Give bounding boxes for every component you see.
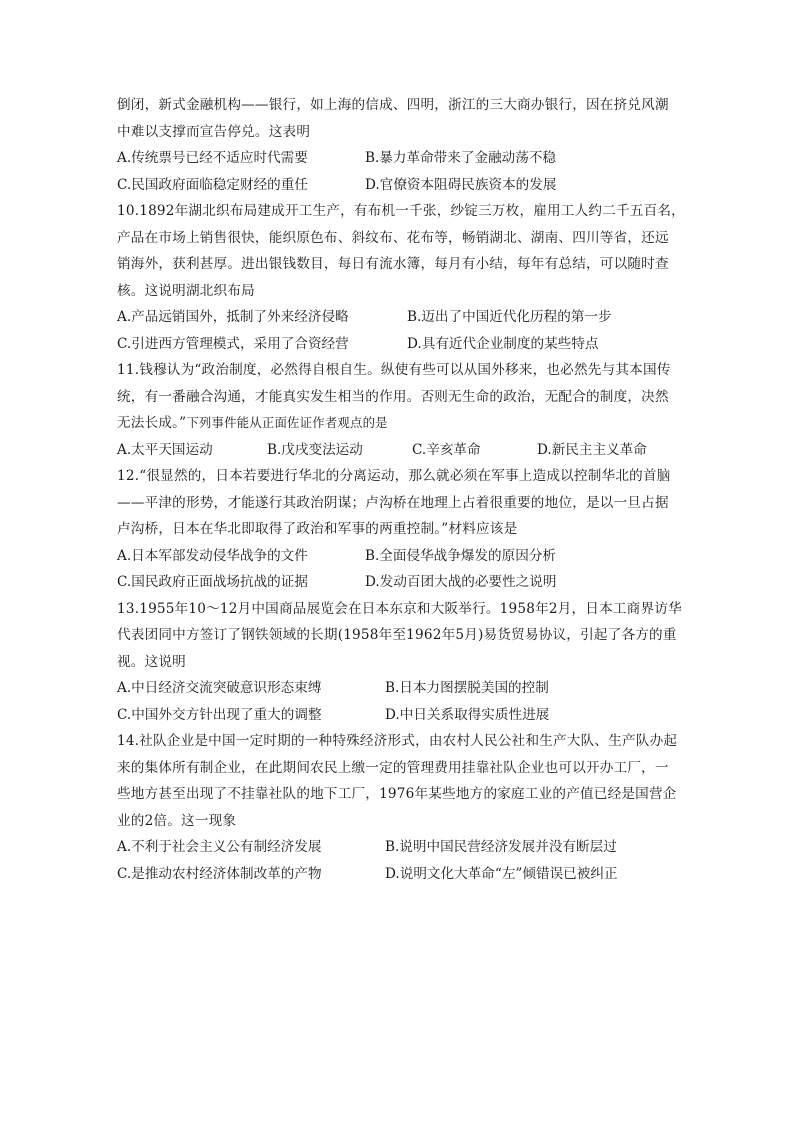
text-line: 代表团同中方签订了钢铁领域的长期(1958年至1962年5月)易货贸易协议，引起了各方的重 bbox=[117, 627, 677, 643]
text-line: 业的2倍。这一现象 bbox=[117, 812, 237, 829]
option-b[interactable]: B.暴力革命带来了金融动荡不稳 bbox=[365, 150, 557, 166]
options-row bbox=[117, 304, 682, 331]
option-c[interactable]: C.国民政府正面战场抗战的证据 bbox=[117, 574, 308, 590]
text-line: 10.1892年湖北织布局建成开工生产，有布机一千张，纱锭三万枚，雇用工人约二千五百名， bbox=[117, 203, 685, 219]
options-row bbox=[117, 834, 682, 861]
question-12-stem bbox=[117, 463, 682, 543]
option-c[interactable]: C.辛亥革命 bbox=[412, 441, 481, 458]
text-line: 中难以支撑而宣告停兑。这表明 bbox=[117, 123, 311, 140]
text-line: 13.1955年10～12月中国商品展览会在日本东京和大阪举行。1958年2月，日本工商界访华 bbox=[117, 600, 682, 617]
option-d[interactable]: D.新民主主义革命 bbox=[537, 441, 647, 458]
text-fragment: 无法长成。” bbox=[117, 415, 187, 431]
option-a[interactable]: A.不利于社会主义公有制经济发展 bbox=[117, 839, 322, 855]
options-row bbox=[117, 543, 682, 570]
options-row bbox=[117, 569, 682, 596]
option-a[interactable]: A.日本军部发动侵华战争的文件 bbox=[117, 547, 308, 564]
option-b[interactable]: B.全面侵华战争爆发的原因分析 bbox=[365, 547, 557, 564]
text-line: 产品在市场上销售很快，能织原色布、斜纹布、花布等，畅销湖北、湖南、四川等省，还远 bbox=[117, 229, 669, 246]
options-row bbox=[117, 172, 682, 199]
text-line: 倒闭，新式金融机构——银行，如上海的信成、四明，浙江的三大商办银行，因在挤兑风潮 bbox=[117, 97, 669, 113]
option-c[interactable]: C.引进西方管理模式，采用了合资经营 bbox=[117, 335, 349, 352]
text-line: 14.社队企业是中国一定时期的一种特殊经济形式，由农村人民公社和生产大队、生产队办起 bbox=[117, 733, 678, 749]
option-d[interactable]: D.具有近代企业制度的某些特点 bbox=[407, 335, 599, 352]
option-d[interactable]: D.说明文化大革命“左”倾错误已被纠正 bbox=[385, 865, 618, 882]
text-line: 来的集体所有制企业，在此期间农民上缴一定的管理费用挂靠社队企业也可以开办工厂，一 bbox=[117, 759, 669, 776]
options-row bbox=[117, 145, 682, 172]
question-10-stem bbox=[117, 198, 685, 304]
text-line: 统，有一番融合沟通，才能真实发生相当的作用。否则无生命的政治，无配合的制度，决然 bbox=[117, 388, 669, 405]
text-line: 视。这说明 bbox=[117, 653, 186, 670]
text-line: 卢沟桥，日本在华北即取得了政治和军事的两重控制。”材料应该是 bbox=[117, 521, 518, 537]
option-c[interactable]: C.中国外交方针出现了重大的调整 bbox=[117, 706, 322, 723]
option-b[interactable]: B.迈出了中国近代化历程的第一步 bbox=[407, 309, 612, 325]
option-b[interactable]: B.说明中国民营经济发展并没有断层过 bbox=[385, 839, 617, 855]
question-9-stem bbox=[117, 92, 682, 145]
option-a[interactable]: A.传统票号已经不适应时代需要 bbox=[117, 150, 308, 166]
text-line bbox=[117, 410, 682, 437]
option-c[interactable]: C.民国政府面临稳定财经的重任 bbox=[117, 176, 308, 193]
options-row bbox=[117, 861, 682, 888]
text-line: 销海外，获利甚厚。进出银钱数目，每日有流水簿，每月有小结，每年有总结，可以随时查 bbox=[117, 256, 669, 272]
option-d[interactable]: D.官僚资本阻碍民族资本的发展 bbox=[365, 176, 557, 193]
text-line: ——平津的形势，才能遂行其政治阴谋；卢沟桥在地理上占着很重要的地位，是以一旦占据 bbox=[117, 494, 669, 511]
option-a[interactable]: A.中日经济交流突破意识形态束缚 bbox=[117, 680, 322, 696]
text-line: 12.“很显然的，日本若要进行华北的分离运动，那么就必须在军事上造成以控制华北的首脑 bbox=[117, 468, 671, 484]
options-row bbox=[117, 702, 682, 729]
options-row bbox=[117, 675, 682, 702]
question-13-stem bbox=[117, 596, 682, 676]
option-c[interactable]: C.是推动农村经济体制改革的产物 bbox=[117, 865, 322, 882]
text-line: 11.钱穆认为“政治制度，必然得自根自生。纵使有些可以从国外移来，也必然先与其本国传 bbox=[117, 362, 671, 378]
option-b[interactable]: B.日本力图摆脱美国的控制 bbox=[385, 680, 549, 696]
option-a[interactable]: A.产品远销国外，抵制了外来经济侵略 bbox=[117, 309, 349, 325]
question-prompt: 下列事件能从正面佐证作者观点的是 bbox=[186, 415, 388, 430]
option-d[interactable]: D.中日关系取得实质性进展 bbox=[385, 706, 550, 723]
option-b[interactable]: B.戊戌变法运动 bbox=[267, 441, 363, 458]
exam-page bbox=[117, 92, 685, 887]
question-14-stem bbox=[117, 728, 682, 834]
option-d[interactable]: D.发动百团大战的必要性之说明 bbox=[365, 574, 557, 590]
options-row bbox=[117, 331, 682, 358]
question-11-stem bbox=[117, 357, 682, 437]
text-line: 些地方甚至出现了不挂靠社队的地下工厂，1976年某些地方的家庭工业的产值已经是国营企 bbox=[117, 786, 677, 802]
option-a[interactable]: A.太平天国运动 bbox=[117, 441, 213, 458]
options-row bbox=[117, 437, 682, 464]
text-line: 核。这说明湖北织布局 bbox=[117, 282, 255, 299]
